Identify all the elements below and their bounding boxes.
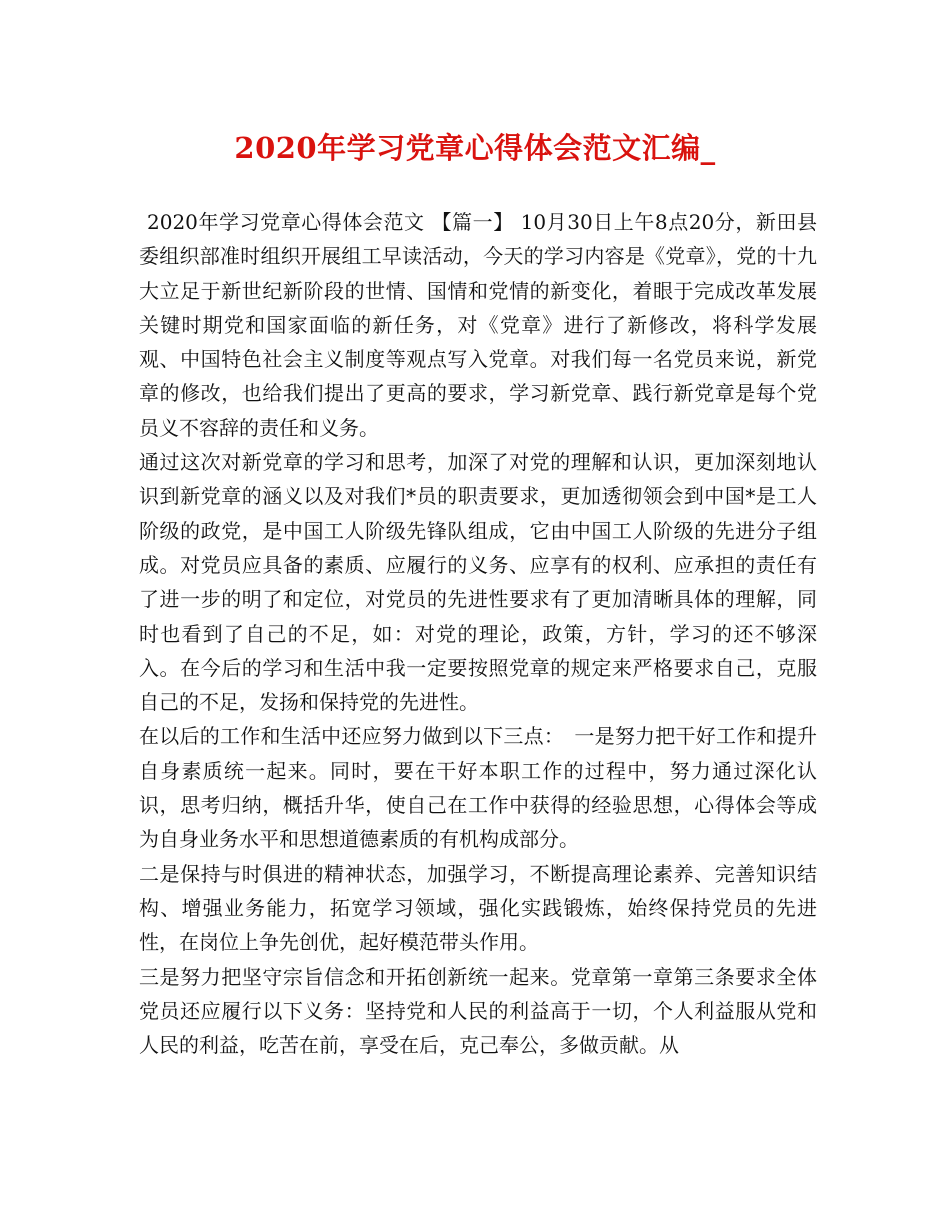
document-title: 2020年学习党章心得体会范文汇编_ bbox=[234, 131, 716, 165]
paragraph-1: 2020年学习党章心得体会范文 【篇一】 10月30日上午8点20分，新田县委组织部准时组织开展组工早读活动，今天的学习内容是《党章》，党的十九大立足于新世纪新阶段的世情、国情和党情的新变化，着眼于完成改革发展关键时期党和国家面临的新任务，对《党章》进行了新修改，将科学发展观、中国特色社会主义制度等观点写入党章。对我们每一名党员来说，新党章的修改，也给我们提出了更高的要求，学习新党章、践行新党章是每个党员义不容辞的责任和义务。 bbox=[139, 210, 817, 440]
document-body bbox=[139, 205, 817, 1062]
paragraph-4: 二是保持与时俱进的精神状态，加强学习，不断提高理论素养、完善知识结构、增强业务能力，拓宽学习领域，强化实践锻炼，始终保持党员的先进性，在岗位上争先创优，起好模范带头作用。 bbox=[139, 861, 817, 955]
paragraph-5: 三是努力把坚守宗旨信念和开拓创新统一起来。党章第一章第三条要求全体党员还应履行以下义务：坚持党和人民的利益高于一切，个人利益服从党和人民的利益，吃苦在前，享受在后，克己奉公，多做贡献。从 bbox=[139, 964, 817, 1058]
paragraph-3: 在以后的工作和生活中还应努力做到以下三点： 一是努力把干好工作和提升自身素质统一起来。同时，要在干好本职工作的过程中，努力通过深化认识，思考归纳，概括升华，使自己在工作中获得的经验思想，心得体会等成为自身业务水平和思想道德素质的有机构成部分。 bbox=[139, 724, 817, 852]
paragraph-2: 通过这次对新党章的学习和思考，加深了对党的理解和认识，更加深刻地认识到新党章的涵义以及对我们*员的职责要求，更加透彻领会到中国*是工人阶级的政党，是中国工人阶级先锋队组成，它由中国工人阶级的先进分子组成。对党员应具备的素质、应履行的义务、应享有的权利、应承担的责任有了进一步的明了和定位，对党员的先进性要求有了更加清晰具体的理解，同时也看到了自己的不足，如：对党的理论，政策，方针，学习的还不够深入。在今后的学习和生活中我一定要按照党章的规定来严格要求自己，克服自己的不足，发扬和保持党的先进性。 bbox=[139, 450, 817, 715]
